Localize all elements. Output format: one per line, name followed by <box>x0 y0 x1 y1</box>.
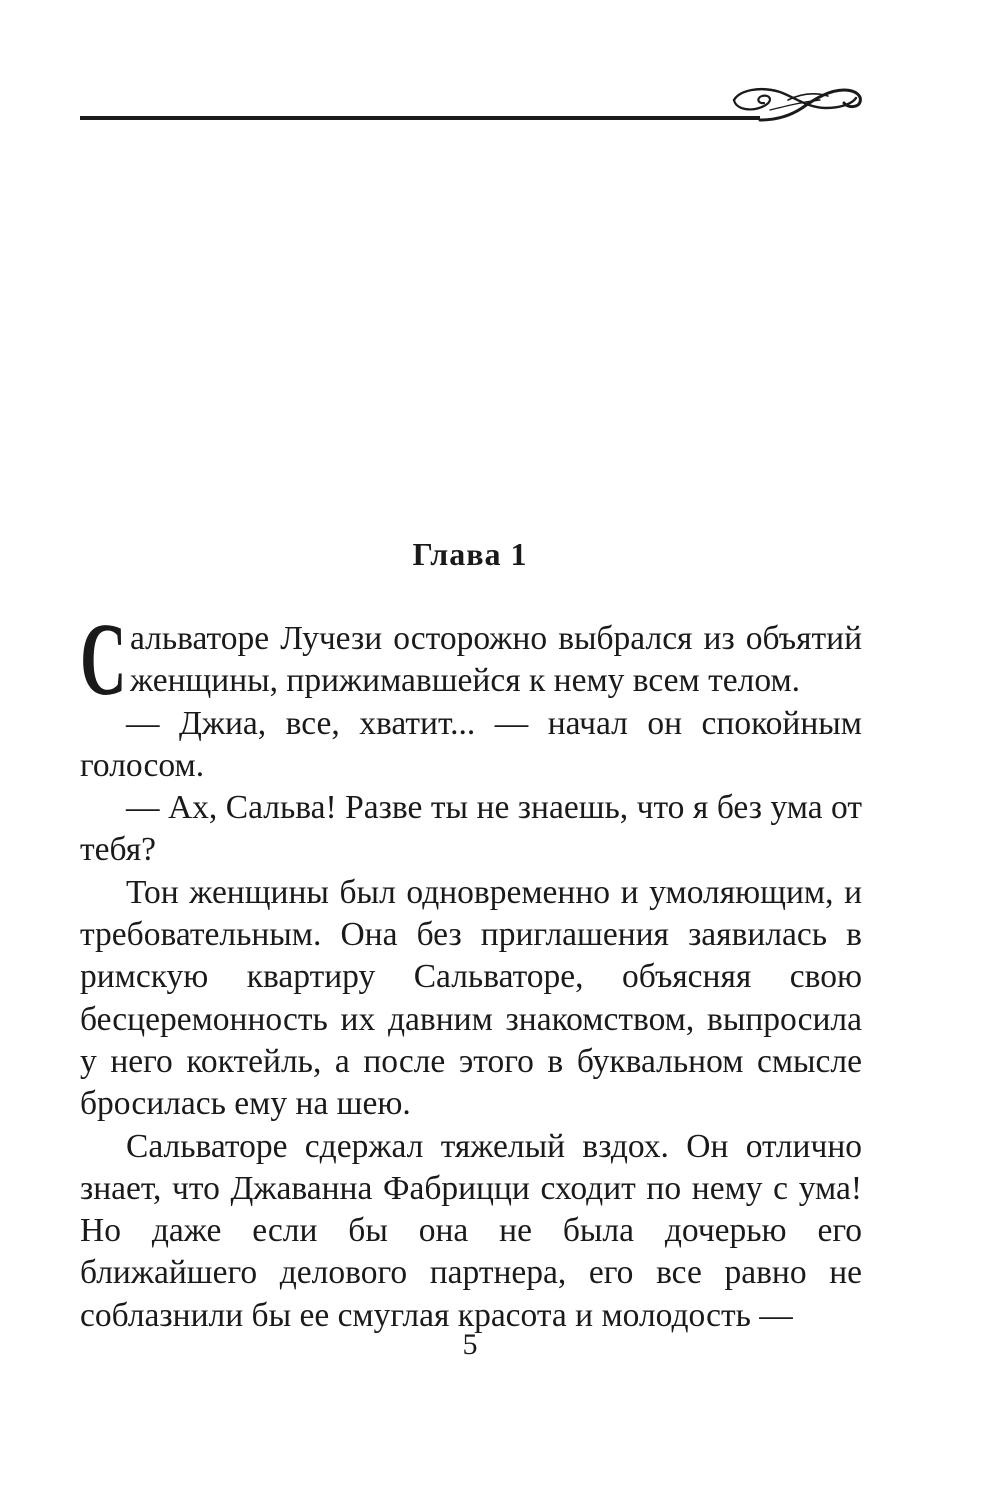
paragraph-3: — Ах, Сальва! Разве ты не знаешь, что я без ума от тебя? <box>80 789 862 869</box>
chapter-title: Глава 1 <box>412 536 528 572</box>
page-number: 5 <box>462 1328 478 1361</box>
paragraph-2: — Джиа, все, хватит... — начал он спокойным голосом. <box>80 704 862 784</box>
flourish-ornament-icon <box>730 70 870 130</box>
paragraph-1-text: альваторе Лучези осторожно выбрался из объятий женщины, прижимавшейся к нему всем телом. <box>130 620 862 700</box>
paragraph-1 <box>80 602 862 717</box>
paragraph-4: Тон женщины был одновременно и умоляющим, и требовательным. Она без приглашения заявилась в римскую квартиру Сальваторе, объясняя свою бесцеремонность их давним знакомством, выпросила у него коктейль, а после этого в буквальном смысле бросилась ему на шею. <box>80 873 862 1123</box>
chapter-text <box>80 602 862 1337</box>
drop-cap: С <box>80 602 127 717</box>
header-rule <box>80 116 760 120</box>
paragraph-5: Сальваторе сдержал тяжелый вздох. Он отлично знает, что Джаванна Фабрицци сходит по нему с ума! Но даже если бы она не была дочерью его ближайшего делового партнера, его все равно не соблазнили бы ее смуглая красота и молодость — <box>80 1127 862 1334</box>
